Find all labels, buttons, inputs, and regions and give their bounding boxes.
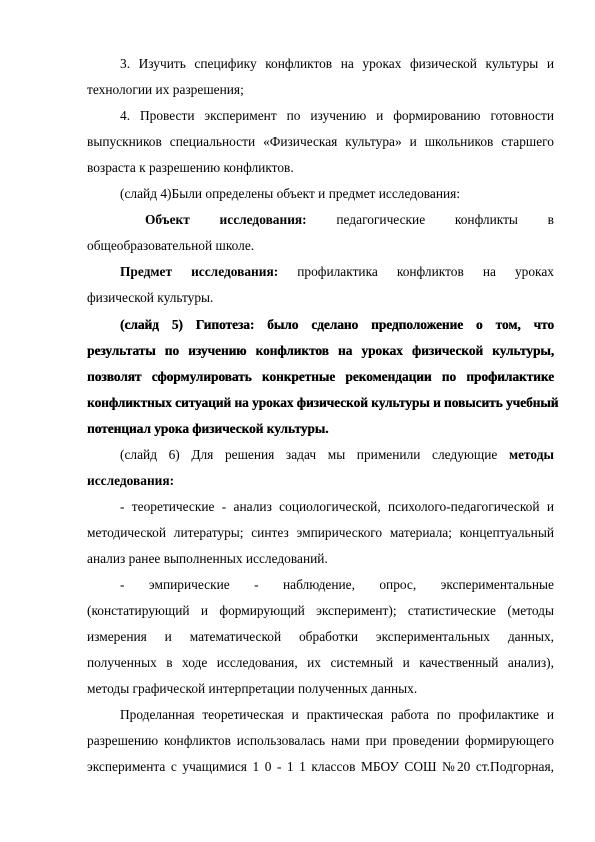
text-line: полученных в ходе исследования, их системный и качественный анализ), <box>87 655 554 670</box>
hypothesis-line: потенциал урока физической культуры. <box>87 421 329 436</box>
text-line: методической литературы; синтез эмпирического материала; концептуальный <box>87 525 554 540</box>
subject-label: Предмет исследования: <box>120 264 279 279</box>
hypothesis-line: результаты по изучению конфликтов на уроках физической культуры, <box>87 343 554 358</box>
text-line: Проделанная теоретическая и практическая работа по профилактике и <box>120 707 554 722</box>
text-line: 4. Провести эксперимент по изучению и формированию готовности <box>120 108 554 123</box>
text-line: методы графической интерпретации полученных данных. <box>87 681 418 696</box>
text-line: возраста к разрешению конфликтов. <box>87 160 294 175</box>
text-line: - эмпирические - наблюдение, опрос, экспериментальные <box>120 577 554 592</box>
text-line-methods <box>120 447 554 463</box>
text-line: анализ ранее выполненных исследований. <box>87 551 328 566</box>
text-line: - теоретические - анализ социологической, психолого-педагогической и <box>120 499 554 514</box>
text-line: (констатирующий и формирующий эксперимент); статистические (методы <box>87 603 554 618</box>
text-line: эксперимента с учащимися 1 0 - 1 1 классов МБОУ СОШ №20 ст.Подгорная, <box>87 759 554 774</box>
text-line: общеобразовательной школе. <box>87 238 255 253</box>
methods-label: методы <box>508 447 554 462</box>
object-value: педагогические конфликты в <box>336 212 554 227</box>
text-line: выпускников специальности «Физическая культура» и школьников старшего <box>87 134 554 149</box>
hypothesis-line: позволят сформулировать конкретные рекомендации по профилактике <box>87 369 554 384</box>
hypothesis-line: (слайд 5) Гипотеза: было сделано предположение о том, что <box>120 317 554 332</box>
text-line: разрешению конфликтов использовалась нами при проведении формирующего <box>87 733 554 748</box>
text-line: измерения и математической обработки экспериментальных данных, <box>87 629 554 644</box>
text-line: 3. Изучить специфику конфликтов на уроках физической культуры и <box>120 56 554 71</box>
text-line: (слайд 4)Были определены объект и предмет исследования: <box>120 186 461 201</box>
text-line: исследования: <box>87 473 175 488</box>
hypothesis-line: конфликтных ситуаций на уроках физической культуры и повысить учебный <box>87 395 559 410</box>
text-line-subject <box>120 264 554 280</box>
methods-text: (слайд 6) Для решения задач мы применили следующие <box>120 447 498 462</box>
text-line: физической культуры. <box>87 290 214 305</box>
object-label: Объект исследования: <box>145 212 307 227</box>
subject-value: профилактика конфликтов на уроках <box>297 264 554 279</box>
text-line: технологии их разрешения; <box>87 82 244 97</box>
text-line-object <box>145 212 554 228</box>
